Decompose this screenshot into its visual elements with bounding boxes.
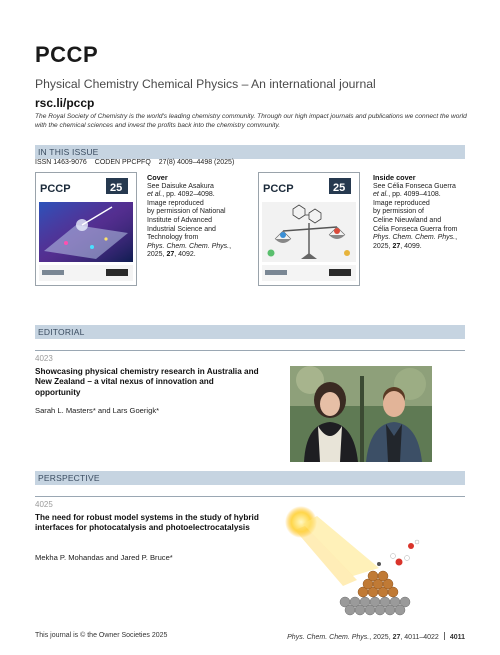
cover-image[interactable] — [35, 172, 137, 286]
cover-line: Image reproduced — [147, 199, 204, 207]
inside-cover-journal: Phys. Chem. Chem. Phys. — [373, 234, 456, 242]
journal-full-name: Physical Chemistry Chemical Physics – An international journal — [35, 77, 376, 91]
cover-heading: Cover — [147, 173, 168, 182]
inside-cover-page: , 4099. — [400, 242, 422, 250]
footer-year: , 2025, — [369, 634, 393, 641]
cover-line: Industrial Science and — [147, 225, 216, 233]
cover-volume: 27 — [166, 251, 175, 259]
inside-cover-caption — [373, 174, 473, 251]
editorial-authors: Sarah L. Masters* and Lars Goerigk* — [35, 406, 160, 415]
cover-issue-number: 25 — [110, 182, 123, 194]
inside-cover-line — [373, 191, 473, 200]
editorial-bar — [35, 325, 465, 339]
cover-logo: PCCP — [40, 183, 71, 195]
inside-cover-line: Image reproduced — [373, 199, 430, 207]
inside-cover-line — [373, 243, 473, 252]
in-this-issue-label: IN THIS ISSUE — [38, 147, 99, 157]
inside-cover-line: by permission of — [373, 208, 424, 216]
cover-page: , 4092. — [174, 251, 196, 259]
footer-volume: 27 — [392, 634, 401, 641]
inside-cover-heading: Inside cover — [373, 173, 416, 182]
editorial-title[interactable]: Showcasing physical chemistry research in Australia and New Zealand – a vital nexus of innovation and opportunity — [35, 367, 259, 397]
footer-page-number: 4011 — [449, 634, 465, 641]
issn-line — [35, 159, 242, 166]
cover-line — [147, 191, 247, 200]
footer-pages: , 4011–4022 — [400, 634, 439, 641]
editorial-page: 4023 — [35, 354, 53, 363]
cover-line: by permission of National — [147, 208, 226, 216]
cover-line: See Daisuke Asakura — [147, 182, 214, 190]
inside-cover-etal: et al. — [373, 191, 389, 199]
perspective-rule — [35, 496, 465, 497]
perspective-authors: Mekha P. Mohandas and Jared P. Bruce* — [35, 553, 173, 562]
inside-cover-volume: 27 — [392, 242, 401, 250]
footer-citation — [287, 632, 465, 641]
inside-cover-logo: PCCP — [263, 183, 294, 195]
perspective-label: PERSPECTIVE — [38, 473, 100, 483]
perspective-page: 4025 — [35, 500, 53, 509]
journal-title: PCCP — [35, 42, 99, 67]
cover-line — [147, 243, 247, 252]
cover-etal: et al. — [147, 191, 163, 199]
inside-cover-line: See Célia Fonseca Guerra — [373, 182, 456, 190]
cover-line: Technology from — [147, 234, 199, 242]
inside-cover-illustration — [259, 173, 359, 285]
inside-cover-image[interactable] — [258, 172, 360, 286]
in-this-issue-bar — [35, 145, 465, 159]
footer-journal: Phys. Chem. Chem. Phys. — [287, 634, 370, 641]
inside-cover-line: Celine Nieuwland and — [373, 216, 442, 224]
footer-separator — [444, 632, 445, 640]
editorial-label: EDITORIAL — [38, 327, 85, 337]
cover-line: Institute of Advanced — [147, 216, 212, 224]
inside-cover-line: Célia Fonseca Guerra from — [373, 225, 458, 233]
editorial-rule — [35, 350, 465, 351]
cover-caption — [147, 174, 247, 260]
issn: ISSN 1463-9076 — [35, 159, 87, 166]
journal-url[interactable]: rsc.li/pccp — [35, 96, 95, 110]
perspective-title[interactable]: The need for robust model systems in the study of hybrid interfaces for photocatalysis and photoelectrocatalysis — [35, 513, 259, 533]
cover-comma: , — [229, 242, 232, 250]
inside-cover-comma: , — [455, 234, 458, 242]
inside-cover-issue-number: 25 — [333, 182, 346, 194]
perspective-graphic — [283, 506, 433, 616]
rsc-blurb: The Royal Society of Chemistry is the world's leading chemistry community. Through our high impact journals and publications we connect the world with the chemical sciences and invest the profits back into the chemistry community. — [35, 113, 467, 129]
cover-illustration — [36, 173, 136, 285]
inside-cover-pages[interactable]: , pp. 4099–4108. — [388, 191, 441, 199]
inside-cover-year: 2025, — [373, 242, 393, 250]
coden: CODEN PPCPFQ — [94, 159, 151, 166]
editorial-author-photo — [290, 366, 432, 462]
cover-pages[interactable]: , pp. 4092–4098. — [162, 191, 215, 199]
cover-line — [147, 251, 247, 260]
cover-year: 2025, — [147, 251, 167, 259]
volume: 27(8) 4009–4498 (2025) — [158, 159, 235, 166]
cover-journal: Phys. Chem. Chem. Phys. — [147, 242, 230, 250]
inside-cover-line — [373, 234, 473, 243]
footer-copyright: This journal is © the Owner Societies 2025 — [35, 632, 168, 639]
